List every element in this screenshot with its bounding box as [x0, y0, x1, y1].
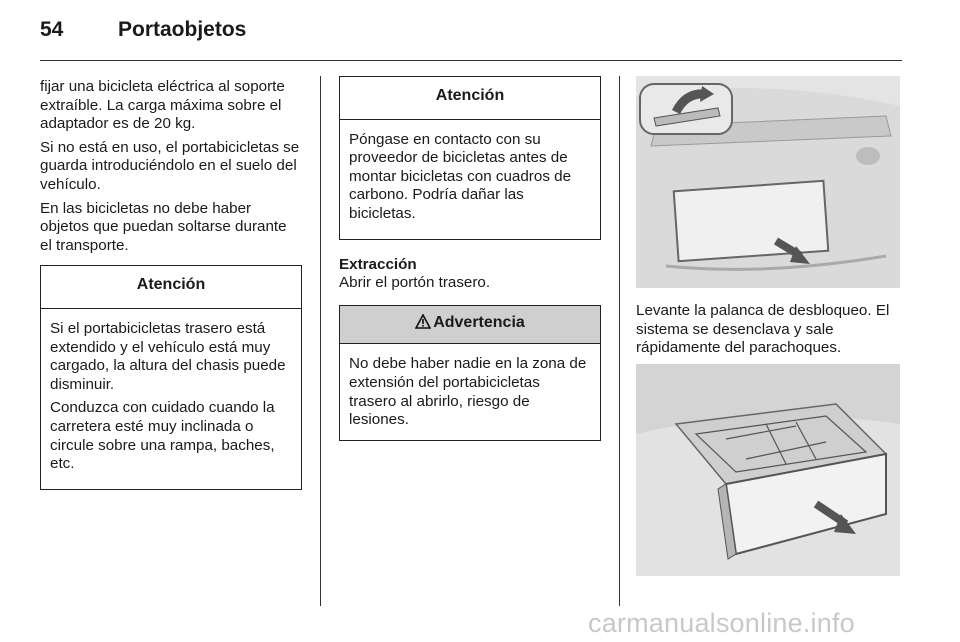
warning-body	[340, 344, 600, 439]
paragraph: fijar una bicicleta eléctrica al soporte extraíble. La carga máxima sobre el adaptador es de 20 kg.	[40, 78, 285, 133]
caption-text: Levante la palanca de desbloqueo. El sistema se desenclava y sale rápidamente del parachoques.	[636, 302, 890, 357]
notice-paragraph: Conduzca con cuidado cuando la carretera esté muy inclinada o circule sobre una rampa, baches, etc.	[50, 399, 275, 473]
page-title: Portaobjetos	[118, 18, 247, 41]
notice-paragraph: Póngase en contacto con su proveedor de bicicletas antes de montar bicicletas con cuadros de carbono. Podría dañar las bicicletas.	[349, 130, 572, 222]
column-left	[40, 78, 302, 490]
notice-paragraph: Si el portabicicletas trasero está extendido y el vehículo está muy cargado, la altura del chasis puede disminuir.	[50, 319, 286, 393]
figure-caption	[636, 302, 906, 363]
warning-title-bar	[340, 306, 600, 345]
section-heading: Extracción	[339, 255, 417, 273]
page-number: 54	[40, 18, 64, 41]
notice-body	[340, 120, 600, 239]
watermark: carmanualsonline.info	[588, 608, 855, 638]
rear-bumper-illustration	[636, 76, 900, 288]
column-middle	[339, 66, 601, 441]
column-divider-right	[619, 76, 620, 606]
header-rule	[40, 60, 902, 61]
warning-triangle-icon	[415, 314, 431, 335]
notice-box	[339, 76, 601, 240]
notice-body	[41, 309, 301, 489]
bike-carrier-illustration	[636, 364, 900, 576]
section-text: Abrir el portón trasero.	[339, 274, 491, 292]
column-divider-left	[320, 76, 321, 606]
notice-box	[40, 265, 302, 489]
notice-title: Atención	[41, 266, 301, 309]
paragraph: Si no está en uso, el portabicicletas se guarda introduciéndolo en el suelo del vehículo.	[40, 138, 300, 193]
warning-box	[339, 305, 601, 441]
paragraph: En las bicicletas no debe haber objetos que puedan soltarse durante el transporte.	[40, 199, 287, 254]
warning-text: No debe haber nadie en la zona de extensión del portabicicletas trasero al abrirlo, riesgo de lesiones.	[349, 355, 587, 429]
notice-title: Atención	[340, 77, 600, 120]
warning-title: Advertencia	[433, 313, 525, 331]
